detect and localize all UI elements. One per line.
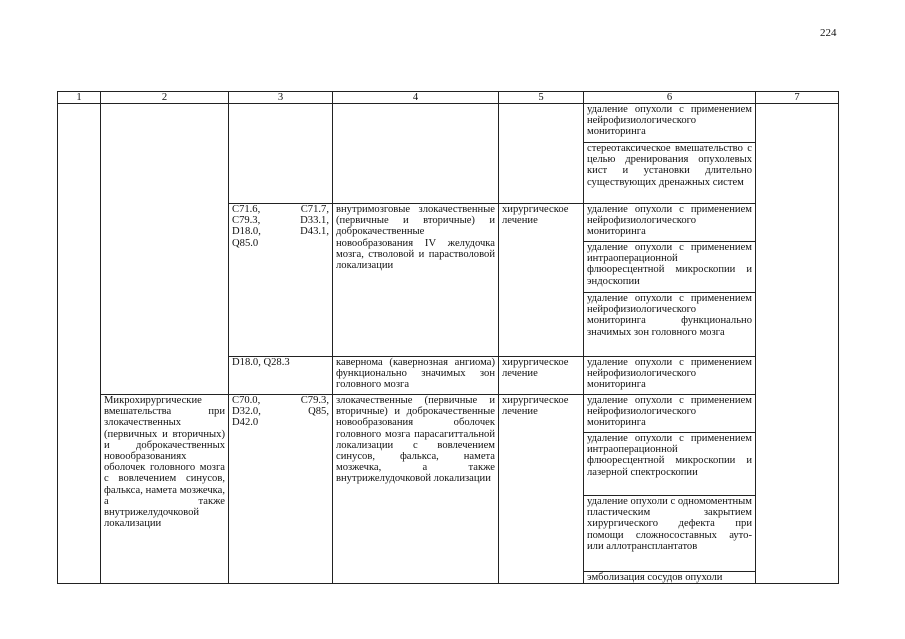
col5-cell [499, 104, 584, 204]
method-cell: удаление опухоли с применением интраоперационной флюоресцентной микроскопии и лазерной спектроскопии [584, 433, 756, 496]
icd-code-line: C71.6, C71.7, [232, 204, 329, 215]
method-cell: удаление опухоли с применением интраоперационной флюоресцентной микроскопии и эндоскопии [584, 242, 756, 293]
method-cell: стереотаксическое вмешательство с целью дренирования опухолевых кист и установки длительно существующих дренажных систем [584, 143, 756, 204]
col1-cell [58, 104, 101, 584]
method-cell: удаление опухоли с одномоментным пластическим закрытием хирургического дефекта при помощи сложносоставных ауто- или аллотрансплантатов [584, 496, 756, 572]
medical-care-table [57, 91, 839, 584]
method-cell: удаление опухоли с применением нейрофизиологического мониторинга [584, 204, 756, 242]
table-row [58, 395, 839, 433]
method-cell: удаление опухоли с применением нейрофизиологического мониторинга [584, 104, 756, 143]
col2-cell [101, 104, 229, 395]
icd-codes-cell [229, 204, 333, 357]
icd-code-line: C70.0, C79.3, [232, 395, 329, 406]
table-row [58, 104, 839, 143]
method-cell: удаление опухоли с применением нейрофизиологического мониторинга [584, 357, 756, 395]
method-cell: удаление опухоли с применением нейрофизиологического мониторинга [584, 395, 756, 433]
icd-code-line: D18.0, D43.1, [232, 226, 329, 238]
diagnosis-cell: кавернома (кавернозная ангиома) функционально значимых зон головного мозга [333, 357, 499, 395]
page-number: 224 [820, 27, 837, 39]
header-row [58, 92, 839, 104]
icd-code-line: D42.0 [232, 417, 259, 429]
header-col-7: 7 [756, 92, 839, 104]
icd-code-line: D32.0, Q85, [232, 406, 329, 418]
icd-code-line: C79.3, D33.1, [232, 215, 329, 227]
header-col-1: 1 [58, 92, 101, 104]
icd-codes-cell [229, 395, 333, 584]
col4-cell [333, 104, 499, 204]
treatment-type-cell: хирургическое лечение [499, 395, 584, 584]
header-col-3: 3 [229, 92, 333, 104]
col3-cell [229, 104, 333, 204]
header-col-4: 4 [333, 92, 499, 104]
icd-codes-cell [229, 357, 333, 395]
header-col-5: 5 [499, 92, 584, 104]
method-cell: эмболизация сосудов опухоли [584, 572, 756, 584]
diagnosis-cell: внутримозговые злокачественные (первичные и вторичные) и доброкачественные новообразования IV желудочка мозга, стволовой и парастволовой локализации [333, 204, 499, 357]
header-col-2: 2 [101, 92, 229, 104]
treatment-type-cell: хирургическое лечение [499, 357, 584, 395]
icd-code-line: Q85.0 [232, 237, 259, 249]
method-cell: удаление опухоли с применением нейрофизиологического мониторинга функционально значимых зон головного мозга [584, 293, 756, 357]
diagnosis-cell: злокачественные (первичные и вторичные) и доброкачественные новообразования оболочек головного мозга парасагиттальной локализации с вовлечением синусов, фалькса, намета мозжечка, а также внутрижелудочковой локализации [333, 395, 499, 584]
treatment-type-cell: хирургическое лечение [499, 204, 584, 357]
col2-intervention-cell: Микрохирургические вмешательства при злокачественных (первичных и вторичных) и доброкачественных новообразованиях оболочек головного мозга с вовлечением синусов, фалькса, намета мозжечка, а также внутрижелудочковой локализации [101, 395, 229, 584]
col7-cell [756, 104, 839, 584]
icd-code-line: D18.0, Q28.3 [232, 357, 290, 368]
header-col-6: 6 [584, 92, 756, 104]
